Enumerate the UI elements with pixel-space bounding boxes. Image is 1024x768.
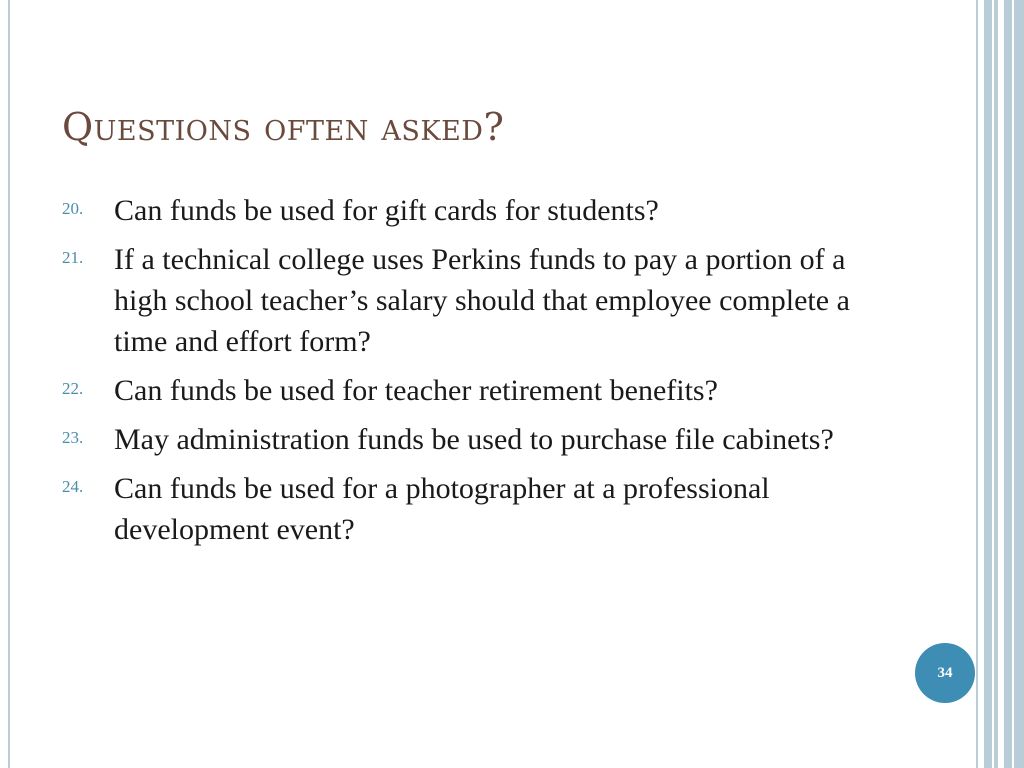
right-decorative-stripe <box>984 0 992 768</box>
question-item <box>62 239 892 362</box>
question-number: 20. <box>62 199 84 218</box>
question-number: 23. <box>62 428 84 447</box>
slide-title: Questions often asked? <box>62 105 505 149</box>
question-text: Can funds be used for teacher retirement benefits? <box>114 374 718 407</box>
question-number: 22. <box>62 379 84 398</box>
page-number-badge <box>915 643 975 703</box>
right-decorative-stripe <box>994 0 998 768</box>
question-list <box>62 190 892 558</box>
left-frame-line <box>8 0 10 768</box>
right-decorative-stripe <box>1014 0 1024 768</box>
question-text: Can funds be used for gift cards for students? <box>114 194 659 227</box>
question-item <box>62 468 892 550</box>
question-text: If a technical college uses Perkins funds to pay a portion of a high school teacher’s salary should that employee complete a time and effort form? <box>114 243 850 358</box>
question-item <box>62 190 892 231</box>
right-decorative-stripe <box>976 0 978 768</box>
right-decorative-stripe <box>1004 0 1012 768</box>
page-number: 34 <box>937 664 953 681</box>
question-text: Can funds be used for a photographer at a professional development event? <box>114 472 770 546</box>
question-item <box>62 370 892 411</box>
question-number: 21. <box>62 248 84 267</box>
question-number: 24. <box>62 477 84 496</box>
question-item <box>62 419 892 460</box>
question-text: May administration funds be used to purchase file cabinets? <box>114 423 834 456</box>
